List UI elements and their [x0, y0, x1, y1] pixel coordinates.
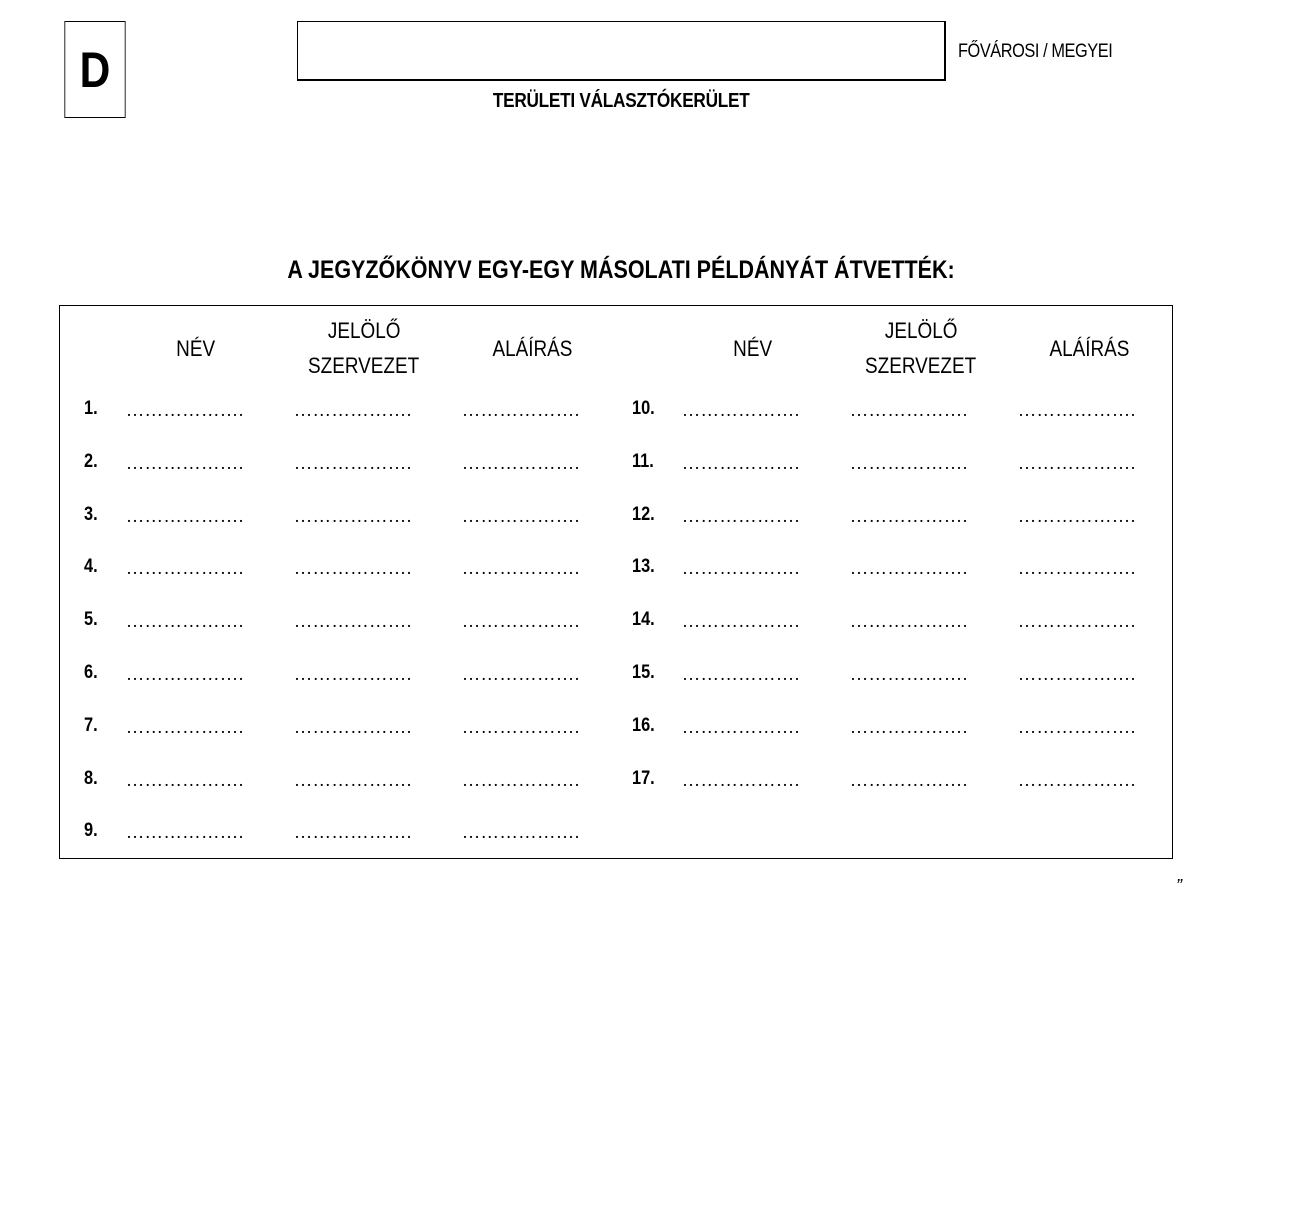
- row-number-8: 8.: [84, 767, 98, 789]
- form-letter: D: [79, 41, 111, 98]
- name-blank-15[interactable]: ……………….: [682, 664, 801, 684]
- name-blank-10[interactable]: ……………….: [682, 400, 801, 420]
- name-blank-13[interactable]: ……………….: [682, 558, 801, 579]
- row-number-13: 13.: [632, 556, 655, 578]
- row-number-16: 16.: [632, 714, 655, 736]
- row-number-1: 1.: [84, 398, 98, 419]
- name-blank-3[interactable]: ……………….: [126, 505, 245, 526]
- signature-table: [59, 305, 1173, 859]
- district-label: TERÜLETI VÁLASZTÓKERÜLET: [493, 90, 750, 112]
- signature-blank-9[interactable]: ……………….: [462, 822, 581, 843]
- signature-blank-10[interactable]: ……………….: [1018, 400, 1137, 420]
- row-number-4: 4.: [84, 556, 98, 578]
- org-blank-17[interactable]: ……………….: [850, 769, 969, 790]
- signature-blank-4[interactable]: ……………….: [462, 558, 581, 579]
- row-number-11: 11.: [632, 450, 654, 472]
- signature-blank-15[interactable]: ……………….: [1018, 664, 1137, 684]
- signature-blank-13[interactable]: ……………….: [1018, 558, 1137, 579]
- row-number-7: 7.: [84, 714, 98, 736]
- signature-blank-6[interactable]: ……………….: [462, 664, 581, 684]
- signature-blank-11[interactable]: ……………….: [1018, 452, 1137, 473]
- org-blank-5[interactable]: ……………….: [294, 611, 413, 632]
- level-label: FŐVÁROSI / MEGYEI: [958, 41, 1113, 62]
- name-blank-14[interactable]: ……………….: [682, 611, 801, 632]
- org-blank-11[interactable]: ……………….: [850, 452, 969, 473]
- org-blank-2[interactable]: ……………….: [294, 452, 413, 473]
- district-input-field[interactable]: [297, 21, 946, 81]
- name-blank-7[interactable]: ……………….: [126, 716, 245, 737]
- name-blank-1[interactable]: ……………….: [126, 400, 245, 420]
- row-number-15: 15.: [632, 662, 655, 683]
- signature-blank-7[interactable]: ……………….: [462, 716, 581, 737]
- row-number-17: 17.: [632, 767, 655, 789]
- signature-blank-12[interactable]: ……………….: [1018, 505, 1137, 526]
- closing-quote: ”: [1176, 876, 1182, 896]
- signature-blank-1[interactable]: ……………….: [462, 400, 581, 420]
- signature-blank-16[interactable]: ……………….: [1018, 716, 1137, 737]
- row-number-3: 3.: [84, 503, 98, 525]
- name-blank-8[interactable]: ……………….: [126, 769, 245, 790]
- header-signature-left: ALÁÍRÁS: [492, 336, 572, 361]
- signature-blank-2[interactable]: ……………….: [462, 452, 581, 473]
- org-blank-3[interactable]: ……………….: [294, 505, 413, 526]
- row-number-5: 5.: [84, 609, 98, 631]
- org-blank-15[interactable]: ……………….: [850, 664, 969, 684]
- row-number-6: 6.: [84, 662, 98, 683]
- form-letter-box: [64, 21, 125, 118]
- name-blank-5[interactable]: ……………….: [126, 611, 245, 632]
- header-name-left: NÉV: [176, 336, 216, 361]
- org-blank-9[interactable]: ……………….: [294, 822, 413, 843]
- name-blank-6[interactable]: ……………….: [126, 664, 245, 684]
- row-number-10: 10.: [632, 398, 655, 419]
- signature-blank-3[interactable]: ……………….: [462, 505, 581, 526]
- org-blank-4[interactable]: ……………….: [294, 558, 413, 579]
- header-org-left: JELÖLŐ SZERVEZET: [308, 318, 420, 378]
- header-signature-right: ALÁÍRÁS: [1049, 336, 1129, 361]
- name-blank-12[interactable]: ……………….: [682, 505, 801, 526]
- header-name-right: NÉV: [733, 336, 773, 361]
- signature-blank-5[interactable]: ……………….: [462, 611, 581, 632]
- page-title: A JEGYZŐKÖNYV EGY-EGY MÁSOLATI PÉLDÁNYÁT ÁTVETTÉK:: [287, 256, 955, 284]
- org-blank-10[interactable]: ……………….: [850, 400, 969, 420]
- name-blank-17[interactable]: ……………….: [682, 769, 801, 790]
- org-blank-13[interactable]: ……………….: [850, 558, 969, 579]
- signature-blank-17[interactable]: ……………….: [1018, 769, 1137, 790]
- row-number-14: 14.: [632, 609, 655, 631]
- row-number-12: 12.: [632, 503, 655, 525]
- name-blank-4[interactable]: ……………….: [126, 558, 245, 579]
- name-blank-9[interactable]: ……………….: [126, 822, 245, 843]
- org-blank-14[interactable]: ……………….: [850, 611, 969, 632]
- org-blank-6[interactable]: ……………….: [294, 664, 413, 684]
- name-blank-2[interactable]: ……………….: [126, 452, 245, 473]
- row-number-2: 2.: [84, 450, 98, 472]
- row-number-9: 9.: [84, 820, 98, 842]
- org-blank-16[interactable]: ……………….: [850, 716, 969, 737]
- signature-blank-8[interactable]: ……………….: [462, 769, 581, 790]
- name-blank-16[interactable]: ……………….: [682, 716, 801, 737]
- org-blank-7[interactable]: ……………….: [294, 716, 413, 737]
- org-blank-1[interactable]: ……………….: [294, 400, 413, 420]
- org-blank-8[interactable]: ……………….: [294, 769, 413, 790]
- header-org-right: JELÖLŐ SZERVEZET: [865, 318, 977, 378]
- org-blank-12[interactable]: ……………….: [850, 505, 969, 526]
- signature-blank-14[interactable]: ……………….: [1018, 611, 1137, 632]
- name-blank-11[interactable]: ……………….: [682, 452, 801, 473]
